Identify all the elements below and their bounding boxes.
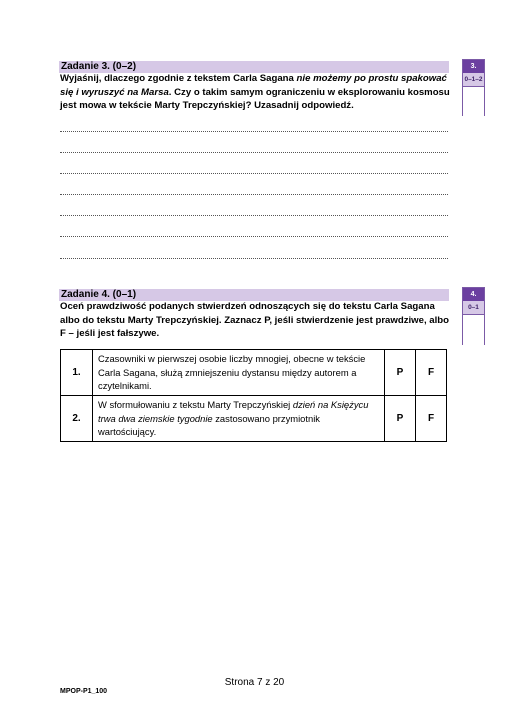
true-false-table [60,349,447,442]
task-3-score-field[interactable] [463,87,484,116]
task-3-text-part1: Wyjaśnij, dlaczego zgodnie z tekstem Carla Sagana [60,73,297,84]
task-4-score-range: 0–1 [463,301,484,315]
page-number: Strona 7 z 20 [224,677,285,688]
statement-text-italic: dzień na Księżycu trwa dwa ziemskie tygodnie [98,399,369,424]
option-false[interactable]: F [416,350,447,396]
task-3-score-number: 3. [463,60,484,73]
task-4-score-number: 4. [463,288,484,301]
answer-line[interactable] [60,258,448,259]
row-number: 2. [61,396,93,442]
answer-line[interactable] [60,236,448,237]
task-3-question [60,72,452,113]
task-3-header: Zadanie 3. (0–2) [59,61,449,73]
statement-text [93,396,385,442]
statement-text-part1: Czasowniki w pierwszej osobie liczby mnogiej, obecne w tekście Carla Sagana, służą zmniejszeniu dystansu między autorem a czytelnikami. [98,353,366,392]
task-4-header: Zadanie 4. (0–1) [59,289,449,301]
task-3-score-range: 0–1–2 [463,73,484,87]
task-3-score-box [462,59,485,116]
statement-text-part1: W sformułowaniu z tekstu Marty Trepczyńskiej [98,399,293,410]
statement-text-part2: zastosowano przymiotnik wartościujący. [98,412,320,437]
statement-text [93,350,385,396]
task-3-text-italic: nie możemy po prostu spakować się i wyruszyć na Marsa [60,73,447,98]
answer-line[interactable] [60,215,448,216]
answer-line[interactable] [60,173,448,174]
answer-line[interactable] [60,152,448,153]
option-false[interactable]: F [416,396,447,442]
table-row [61,350,447,396]
answer-line[interactable] [60,194,448,195]
option-true[interactable]: P [385,350,416,396]
document-code: MPOP-P1_100 [60,688,108,695]
table-row [61,396,447,442]
task-4-score-field[interactable] [463,315,484,345]
answer-line[interactable] [60,131,448,132]
row-number: 1. [61,350,93,396]
task-3-text-part2: . Czy o takim samym ograniczeniu w eksplorowaniu kosmosu jest mowa w tekście Marty Trepczyńskiej? Uzasadnij odpowiedź. [60,86,450,112]
task-4-score-box [462,287,485,345]
option-true[interactable]: P [385,396,416,442]
task-4-question: Oceń prawdziwość podanych stwierdzeń odnoszących się do tekstu Carla Sagana albo do tekstu Marty Trepczyńskiej. Zaznacz P, jeśli stwierdzenie jest prawdziwe, albo F – jeśli jest fałszywe. [60,301,450,340]
